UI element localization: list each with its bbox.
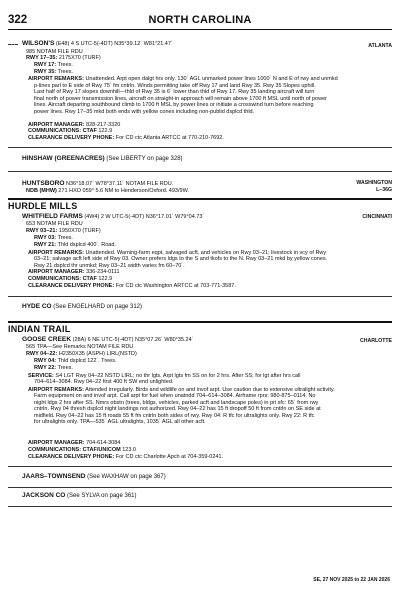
chart-ref: L–36G	[376, 186, 392, 193]
page-title: NORTH CAROLINA	[148, 14, 252, 26]
runway-end-line: RWY 03: Trees.	[34, 235, 73, 241]
entry-separator	[8, 296, 392, 297]
cross-reference[interactable]: JAARS–TOWNSEND (See WAXHAW on page 367)	[22, 473, 166, 480]
service-line: SERVICE: S4 LGT Rwy 04–22 NSTD LIRL; no thr lgts. Arpt lgts fm SS on for 2 hrs. After SS; for lgt after hrs call	[28, 372, 301, 379]
airport-name: WILSON'S	[22, 40, 55, 47]
runway-end-line: RWY 22: Trees.	[34, 365, 73, 371]
airport-manager-line: AIRPORT MANAGER: 828-217-3320	[28, 121, 121, 128]
chart-ref: WASHINGTON	[356, 180, 392, 186]
remarks-line: night ldgs 2 hrs after SS. Nmrs obstn (trees, bldgs, vehicles, parked acft and landscape poles) in pri sfc: 65´ from rwy	[34, 399, 319, 406]
entry-separator	[8, 487, 392, 488]
entry-separator	[8, 506, 392, 507]
region-rule	[8, 198, 392, 200]
chart-ref: CINCINNATI	[362, 214, 392, 220]
airport-elev-line: 985 NOTAM FILE RDU	[26, 48, 83, 55]
region-title: INDIAN TRAIL	[8, 324, 71, 334]
runway-line: RWY 04–22: H2350X35 (ASPH) LIRL(NSTD)	[26, 351, 137, 357]
entry-separator	[8, 147, 392, 148]
remarks-line: Farm equipment on and invof arpt. Call arpt for fuel when unatndd 704–614–3084. Airframe rprs: 980-875–0114. No	[34, 393, 316, 399]
service-line: 704–614–3084. Rwy 04–22 first 400 ft SW end unlighted.	[34, 379, 174, 385]
airport-elev-line: 653 NOTAM FILE RDU	[26, 221, 83, 227]
remarks-line: AIRPORT REMARKS: Attended irregularly. Birds and wildlife on and invof arpt. Use caution due to extensive ultralight activity.	[28, 386, 335, 393]
runway-end-line: RWY 17: Trees.	[34, 62, 73, 68]
airport-chart-ref: ATLANTA	[368, 43, 392, 49]
page-header	[8, 14, 392, 30]
airport-id-line: GOOSE CREEK (28A) 6 NE UTC-5(-4DT) N35°07.26´ W80°35.24´	[22, 336, 194, 343]
runway-end-line: RWY 21: Thld dsplcd 400´. Road.	[34, 242, 116, 248]
runway-end-line: RWY 35: Trees.	[34, 68, 73, 75]
remarks-line: Last half of Rwy 17 slopes downhill—thld of Rwy 35 is 6´ lower than thld of Rwy 17. Rwy 35 landing aircraft will turn	[34, 89, 315, 95]
airport-manager-line: AIRPORT MANAGER: 336-234-0111	[28, 269, 120, 275]
chart-ref: CHARLOTTE	[360, 338, 392, 344]
airport-elev-line: 565 TPA—See Remarks NOTAM FILE RDU	[26, 344, 134, 350]
remarks-line: lines. Aircraft departing southbound climb to 1700 ft MSL by power lines or initiate a crosswind turn before reaching	[34, 102, 314, 108]
remarks-line: AIRPORT REMARKS: Unattended. Warning-farm eqpt, salvaged acft, and vehicles on Rwy 03–21; livestock in vcy of Rwy	[28, 249, 327, 256]
clearance-line: CLEARANCE DELIVERY PHONE: For CD ctc Atlanta ARTCC at 770-210-7692.	[28, 134, 224, 141]
remarks-line: AIRPORT REMARKS: Unattended. Arpt open dalgt hrs only. 130´ AGL unmarked power lines 1000´ N and E of rwy and unmkd	[28, 76, 338, 82]
airport-id-line: WHITFIELD FARMS (4W4) 2 W UTC-5(-4DT) N36°17.01´ W79°04.73´	[22, 213, 205, 220]
runway-line: RWY 03–21: 1950X70 (TURF)	[26, 228, 101, 234]
airport-id-line: WILSON'S (E48) 4 S UTC-5(-4DT) N35°39.12´ W81°21.47´	[22, 40, 173, 47]
region-rule	[8, 321, 392, 323]
remarks-line: p-lines parl to E side of Rwy 75´ fm cntrln. Winds permitting take off Rwy 17 and land Rwy 35. Rwy 35 Slopes uphill.	[34, 82, 316, 89]
entry-dash	[8, 44, 18, 45]
remarks-line: 03–21; salvage acft left side of Rwy 03. Owner prefers ldgs to the S and tkofs to the N. Rwy 03–21 mkd by yellow cones.	[34, 256, 328, 262]
cross-reference[interactable]: HYDE CO (See ENGELHARD on page 312)	[22, 303, 143, 310]
communications-line: COMMUNICATIONS: CTAF 122.9	[28, 276, 113, 282]
remarks-line: for ultralights only. TPA—535´ AGL ultralights, 1035´ AGL all other acft.	[34, 419, 206, 425]
remarks-line: Rwy 21 dsplcd thr unmkd; Rwy 03–21 width varies fm 60–70´.	[34, 262, 185, 269]
clearance-line: CLEARANCE DELIVERY PHONE: For CD ctc Washington ARTCC at 703-771-3587.	[28, 283, 236, 289]
clearance-line: CLEARANCE DELIVERY PHONE: For CD ctc Charlotte Apch at 704-359-0241.	[28, 454, 224, 460]
remarks-line: power lines. Rwy 17–35 mkd both ends with yellow cones including non-publid dsplcd thld.	[34, 108, 255, 115]
header-rule	[8, 29, 392, 30]
cross-reference[interactable]: JACKSON CO (See SYLVA on page 361)	[22, 492, 137, 499]
entry-separator	[8, 466, 392, 467]
page-number: 322	[8, 14, 28, 26]
navaid-line: NDB (MHW) 271 HXO 059° 5.6 NM to Henderson/Oxford. 493/9W.	[26, 187, 189, 194]
cross-reference[interactable]: HINSHAW (GREENACRES) (See LIBERTY on page 328)	[22, 155, 183, 162]
region-title: HURDLE MILLS	[8, 201, 78, 211]
airport-manager-line: AIRPORT MANAGER: 704-614-3084	[28, 439, 121, 446]
page-footer-effective-dates: SE, 27 NOV 2025 to 22 JAN 2026	[313, 577, 390, 583]
remarks-line: cntrln. Rwy 04 thresh dsplcd night landings not authorized. Rwy 04–22 has 15 ft dropoff 50 ft from cntrln on SE side at	[34, 406, 321, 412]
runway-line: RWY 17–35: 2175X70 (TURF)	[26, 55, 101, 61]
navaid-line: HUNTSBORO N36°18.07´ W78°37.11´ NOTAM FILE RDU.	[22, 180, 174, 187]
remarks-line: final north of power transmission lines, aircraft on straight-in approach will remain above 1700 ft MSL until north of power	[34, 95, 327, 102]
runway-end-line: RWY 04: Thld dsplcd 122´. Trees.	[34, 358, 117, 364]
communications-line: COMMUNICATIONS: CTAF 122.9	[28, 128, 113, 134]
communications-line: COMMUNICATIONS: CTAF/UNICOM 123.0	[28, 447, 136, 453]
entry-separator	[8, 171, 392, 172]
remarks-line: midfield. Rwy 04–22 has 15 ft roads 55 ft fm cntrln both sides of rwy. Rwy 04: R tfc for ultralights only. Rwy 22: R tfc	[34, 412, 315, 419]
